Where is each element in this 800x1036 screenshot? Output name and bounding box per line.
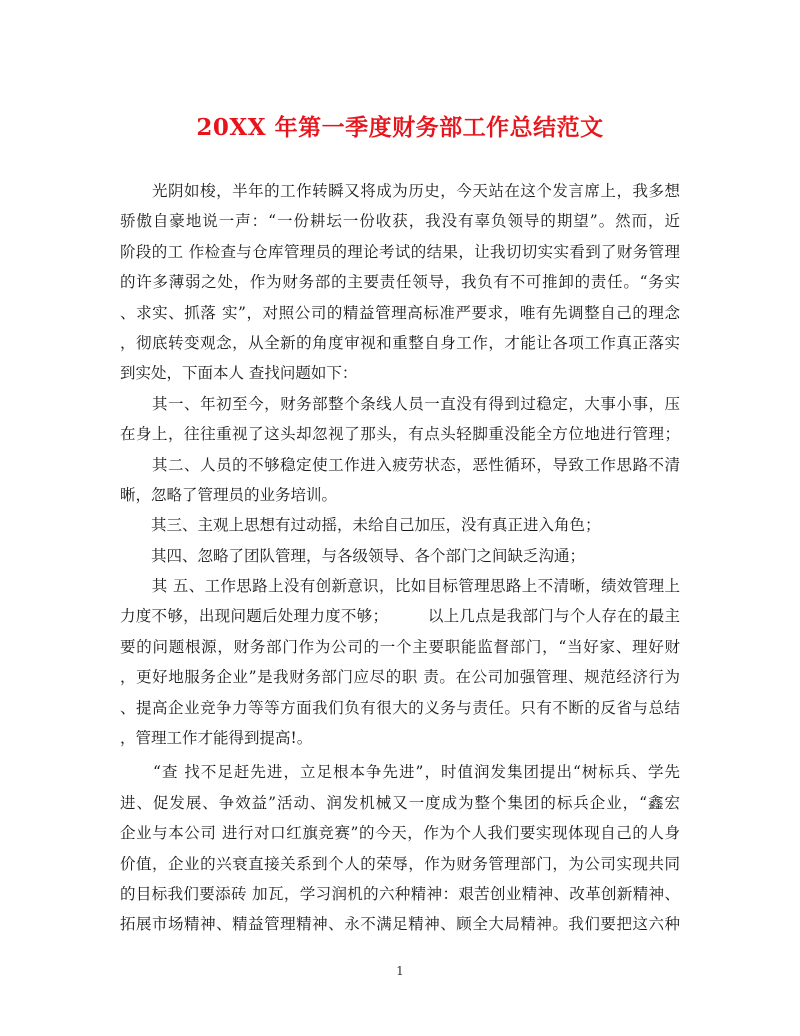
body-line: ，彻底转变观念，从全新的角度审视和重整自身工作，才能让各项工作真正落实: [120, 333, 680, 352]
body-line: ，更好地服务企业”是我财务部门应尽的职 责。在公司加强管理、规范经济行为: [120, 668, 680, 687]
body-line: ，管理工作才能得到提高!。: [120, 729, 313, 748]
page-number: 1: [396, 964, 404, 978]
body-line: 在身上，往往重视了这头却忽视了那头，有点头轻脚重没能全方位地进行管理；: [120, 425, 680, 444]
body-line: 其四、忽略了团队管理，与各级领导、各个部门之间缺乏沟通；: [120, 546, 586, 565]
document-body: [120, 176, 680, 940]
body-line: 企业与本公司 进行对口红旗竞赛”的今天，作为个人我们要实现体现自己的人身: [120, 824, 680, 843]
body-line: 力度不够，出现问题后处理力度不够； 以上几点是我部门与个人存在的最主: [120, 607, 680, 626]
body-line: 要的问题根源，财务部门作为公司的一个主要职能监督部门，“当好家、理好财: [120, 637, 680, 656]
body-line: 其一、年初至今，财务部整个条线人员一直没有得到过稳定，大事小事，压: [120, 394, 680, 413]
document-title: 20XX 年第一季度财务部工作总结范文: [196, 114, 604, 141]
body-line: 阶段的工 作检查与仓库管理员的理论考试的结果，让我切切实实看到了财务管理: [120, 242, 680, 261]
body-line: 拓展市场精神、精益管理精神、永不满足精神、顾全大局精神。我们要把这六种: [120, 915, 680, 934]
body-line: 的目标我们要添砖 加瓦，学习润机的六种精神：艰苦创业精神、改革创新精神、: [120, 884, 680, 903]
body-line: 的许多薄弱之处，作为财务部的主要责任领导，我负有不可推卸的责任。“务实: [120, 273, 680, 292]
body-line: 其 五、工作思路上没有创新意识，比如目标管理思路上不清晰，绩效管理上: [120, 577, 680, 596]
body-line: 其三、主观上思想有过动摇，未给自己加压，没有真正进入角色；: [120, 516, 601, 535]
body-line: 光阴如梭，半年的工作转瞬又将成为历史，今天站在这个发言席上，我多想: [120, 182, 680, 200]
body-line: 到实处，下面本人 查找问题如下：: [120, 364, 358, 383]
body-line: 其二、人员的不够稳定使工作进入疲劳状态，恶性循环，导致工作思路不清: [120, 455, 680, 474]
body-line: 、提高企业竞争力等等方面我们负有很大的义务与责任。只有不断的反省与总结: [120, 698, 680, 717]
body-line: 、求实、抓落 实”，对照公司的精益管理高标准严要求，唯有先调整自己的理念: [120, 303, 680, 322]
body-line: 晰，忽略了管理员的业务培训。: [120, 485, 338, 504]
body-line: 价值，企业的兴衰直接关系到个人的荣辱，作为财务管理部门，为公司实现共同: [120, 854, 680, 873]
body-line: 进、促发展、争效益”活动、润发机械又一度成为整个集团的标兵企业，“鑫宏: [120, 793, 680, 812]
body-line: 骄傲自豪地说一声：“一份耕坛一份收获，我没有辜负领导的期望”。然而，近: [120, 212, 680, 231]
body-line: “查 找不足赶先进，立足根本争先进”，时值润发集团提出“树标兵、学先: [120, 763, 680, 782]
